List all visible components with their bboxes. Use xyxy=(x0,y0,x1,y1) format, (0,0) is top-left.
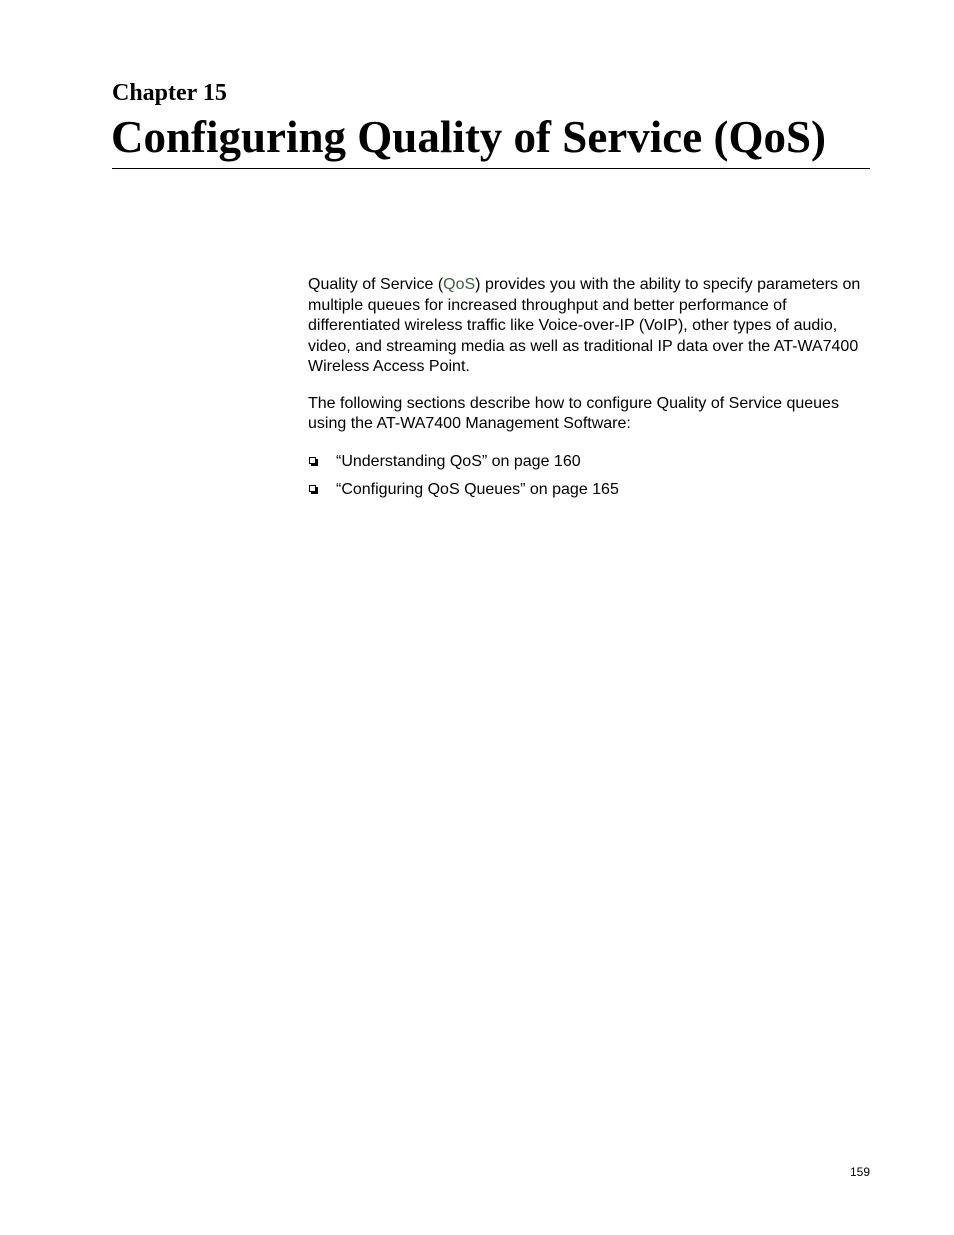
section-link-understanding-qos[interactable]: “Understanding QoS” on page 160 xyxy=(336,452,581,470)
title-divider xyxy=(112,168,870,169)
intro-text-start: Quality of Service ( xyxy=(308,276,444,293)
checkbox-bullet-icon xyxy=(309,457,316,464)
section-link-configuring-qos-queues[interactable]: “Configuring QoS Queues” on page 165 xyxy=(336,480,619,498)
list-item[interactable] xyxy=(308,451,874,472)
section-list xyxy=(308,451,874,500)
intro-text-end: ) provides you with the ability to specify parameters on multiple queues for increased throughput and better performance of differentiated wireless traffic like Voice-over-IP (VoIP), other types of audio, video, and streaming media as well as traditional IP data over the AT-WA7400 Wireless Access Point. xyxy=(308,276,861,375)
chapter-label: Chapter 15 xyxy=(112,80,227,106)
chapter-title: Configuring Quality of Service (QoS) xyxy=(111,112,826,162)
intro-paragraph-1 xyxy=(308,275,874,378)
intro-paragraph-2: The following sections describe how to configure Quality of Service queues using the AT-WA7400 Management Software: xyxy=(308,394,839,432)
checkbox-bullet-icon xyxy=(309,485,316,492)
qos-glossary-link[interactable]: QoS xyxy=(443,276,476,293)
chapter-intro xyxy=(308,275,874,507)
page-number: 159 xyxy=(849,1165,870,1179)
list-item[interactable] xyxy=(308,479,874,500)
